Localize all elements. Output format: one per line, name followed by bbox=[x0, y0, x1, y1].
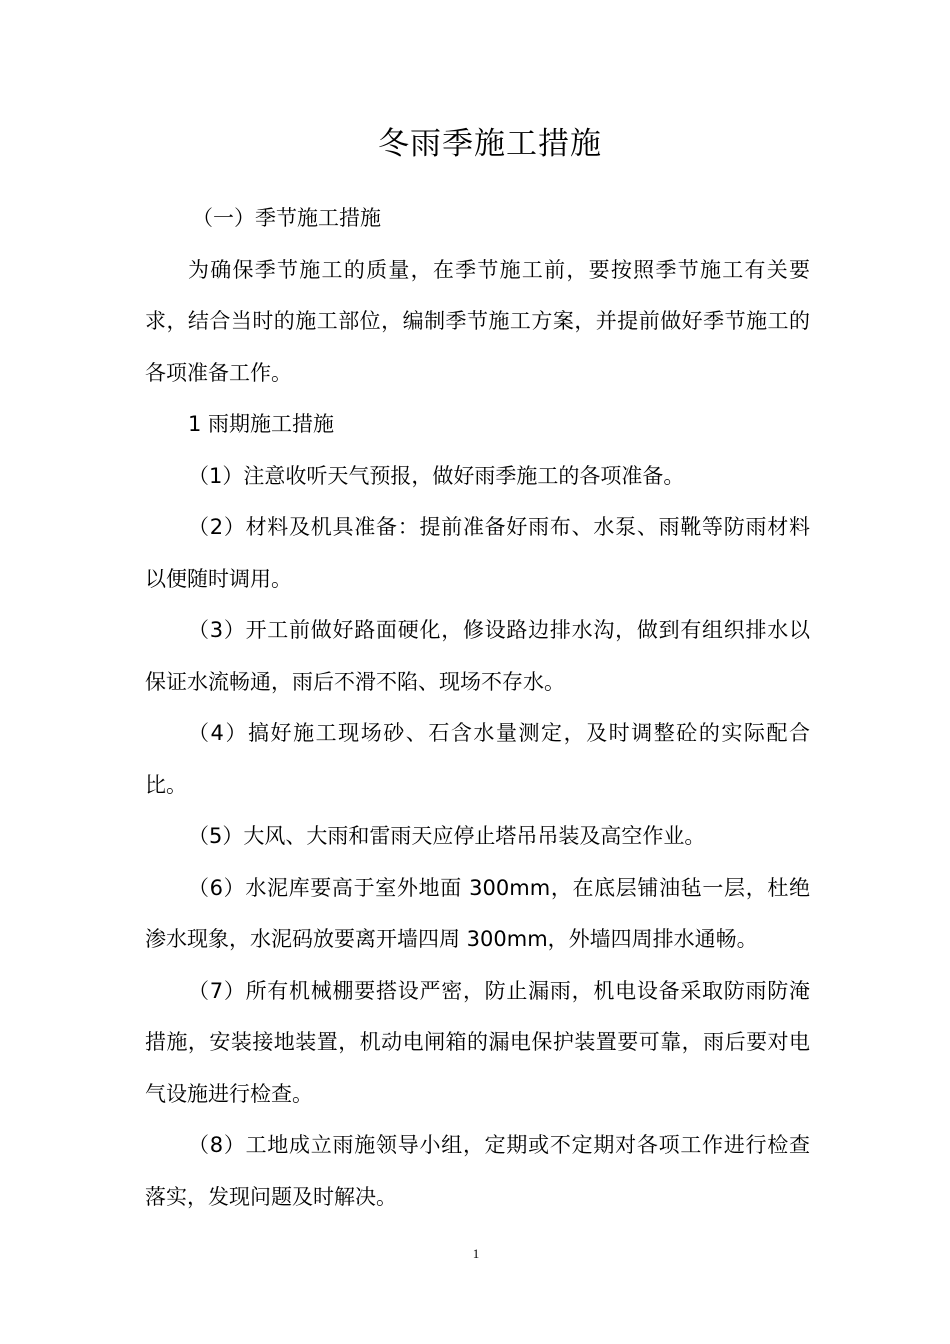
measure-item-4: （4）搞好施工现场砂、石含水量测定，及时调整砼的实际配合比。 bbox=[145, 721, 810, 797]
measure-item-3: （3）开工前做好路面硬化，修设路边排水沟，做到有组织排水以保证水流畅通，雨后不滑不陷、现场不存水。 bbox=[145, 618, 810, 694]
document-title: 冬雨季施工措施 bbox=[378, 126, 602, 162]
measure-item-2: （2）材料及机具准备：提前准备好雨布、水泵、雨靴等防雨材料以便随时调用。 bbox=[145, 515, 810, 591]
document-body bbox=[145, 193, 810, 1223]
intro-paragraph: 为确保季节施工的质量，在季节施工前，要按照季节施工有关要求，结合当时的施工部位，编制季节施工方案，并提前做好季节施工的各项准备工作。 bbox=[145, 257, 810, 385]
measure-item-5: （5）大风、大雨和雷雨天应停止塔吊吊装及高空作业。 bbox=[188, 824, 706, 848]
measure-item-8: （8）工地成立雨施领导小组，定期或不定期对各项工作进行检查落实，发现问题及时解决。 bbox=[145, 1133, 810, 1209]
measure-item-1: （1）注意收听天气预报，做好雨季施工的各项准备。 bbox=[188, 463, 685, 488]
section-heading: （一）季节施工措施 bbox=[192, 206, 381, 230]
page-number: 1 bbox=[472, 1246, 480, 1261]
measure-item-6: （6）水泥库要高于室外地面 300mm，在底层铺油毡一层，杜绝渗水现象，水泥码放要离开墙四周 300mm，外墙四周排水通畅。 bbox=[145, 875, 810, 951]
measure-item-7: （7）所有机械棚要搭设严密，防止漏雨，机电设备采取防雨防淹措施，安装接地装置，机动电闸箱的漏电保护装置要可靠，雨后要对电气设施进行检查。 bbox=[145, 978, 810, 1106]
subsection-heading: 1 雨期施工措施 bbox=[188, 412, 335, 436]
